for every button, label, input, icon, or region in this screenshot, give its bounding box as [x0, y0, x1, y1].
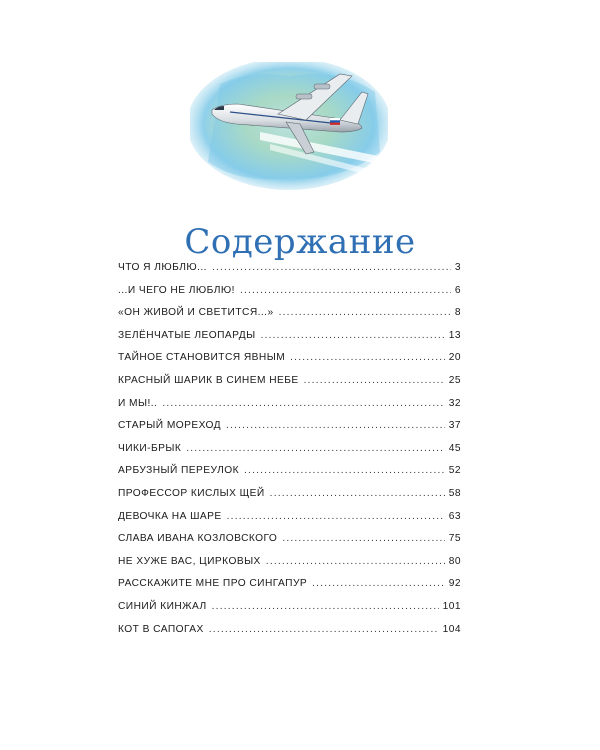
toc-entry — [118, 330, 461, 353]
toc-leader-dots — [266, 556, 445, 567]
toc-entry-title: ДЕВОЧКА НА ШАРЕ — [118, 510, 222, 522]
toc-leader-dots — [209, 624, 439, 635]
toc-entry-title: СЛАВА ИВАНА КОЗЛОВСКОГО — [118, 533, 278, 545]
toc-entry-title: КОТ В САПОГАХ — [118, 623, 204, 635]
toc-entry-title: РАССКАЖИТЕ МНЕ ПРО СИНГАПУР — [118, 578, 308, 590]
toc-entry-page: 101 — [442, 600, 461, 612]
toc-entry — [118, 443, 461, 466]
toc-leader-dots — [282, 533, 444, 544]
toc-leader-dots — [186, 443, 445, 454]
toc-leader-dots — [240, 285, 451, 296]
toc-entry-title: ...И ЧЕГО НЕ ЛЮБЛЮ! — [118, 284, 235, 296]
page-title: Содержание — [184, 222, 416, 262]
toc-entry — [118, 601, 461, 624]
toc-entry-page: 58 — [448, 487, 461, 499]
toc-leader-dots — [312, 578, 445, 589]
toc-entry-page: 20 — [448, 352, 461, 364]
toc-leader-dots — [261, 330, 445, 341]
toc-entry-page: 25 — [448, 374, 461, 386]
toc-entry-title: КРАСНЫЙ ШАРИК В СИНЕМ НЕБЕ — [118, 374, 299, 386]
toc-leader-dots — [290, 352, 445, 363]
toc-entry — [118, 398, 461, 421]
toc-entry-page: 92 — [448, 578, 461, 590]
toc-leader-dots — [226, 420, 445, 431]
toc-leader-dots — [270, 488, 445, 499]
toc-entry-page: 63 — [448, 510, 461, 522]
toc-entry-title: ЧТО Я ЛЮБЛЮ... — [118, 262, 207, 273]
toc-entry-page: 3 — [454, 262, 461, 273]
toc-entry-title: СИНИЙ КИНЖАЛ — [118, 600, 207, 612]
toc-leader-dots — [212, 262, 451, 273]
toc-entry-page: 37 — [448, 420, 461, 432]
toc-leader-dots — [162, 398, 444, 409]
toc-entry — [118, 307, 461, 330]
toc-entry — [118, 465, 461, 488]
toc-entry — [118, 533, 461, 556]
toc-entry-page: 45 — [448, 442, 461, 454]
toc-entry-page: 75 — [448, 533, 461, 545]
toc-entry — [118, 578, 461, 601]
toc-entry — [118, 511, 461, 534]
toc-entry — [118, 624, 461, 647]
toc-entry — [118, 420, 461, 443]
toc-entry-title: ЧИКИ-БРЫК — [118, 442, 182, 454]
toc-entry-page: 8 — [454, 307, 461, 319]
airplane-illustration — [190, 62, 388, 190]
toc-entry — [118, 556, 461, 579]
toc-entry-title: ПРОФЕССОР КИСЛЫХ ЩЕЙ — [118, 487, 265, 499]
toc-leader-dots — [227, 511, 445, 522]
toc-entry — [118, 375, 461, 398]
toc-entry-title: «ОН ЖИВОЙ И СВЕТИТСЯ...» — [118, 307, 274, 319]
toc-entry-page: 6 — [454, 284, 461, 296]
toc-leader-dots — [244, 465, 445, 476]
toc-entry-page: 32 — [448, 397, 461, 409]
toc-entry-page: 52 — [448, 465, 461, 477]
toc-entry-title: ТАЙНОЕ СТАНОВИТСЯ ЯВНЫМ — [118, 352, 286, 364]
toc-entry-title: АРБУЗНЫЙ ПЕРЕУЛОК — [118, 465, 240, 477]
toc-entry-page: 13 — [448, 329, 461, 341]
toc-leader-dots — [212, 601, 439, 612]
toc-entry-title: НЕ ХУЖЕ ВАС, ЦИРКОВЫХ — [118, 555, 261, 567]
toc-entry-page: 80 — [448, 555, 461, 567]
toc-entry — [118, 352, 461, 375]
toc-entry — [118, 285, 461, 308]
toc-entry-title: ЗЕЛЁНЧАТЫЕ ЛЕОПАРДЫ — [118, 329, 256, 341]
toc-leader-dots — [304, 375, 445, 386]
toc-entry — [118, 262, 461, 285]
toc-entry-page: 104 — [442, 623, 461, 635]
table-of-contents — [118, 262, 461, 646]
toc-entry — [118, 488, 461, 511]
toc-entry-title: СТАРЫЙ МОРЕХОД — [118, 420, 222, 432]
toc-leader-dots — [279, 307, 451, 318]
toc-entry-title: И МЫ!.. — [118, 397, 158, 409]
